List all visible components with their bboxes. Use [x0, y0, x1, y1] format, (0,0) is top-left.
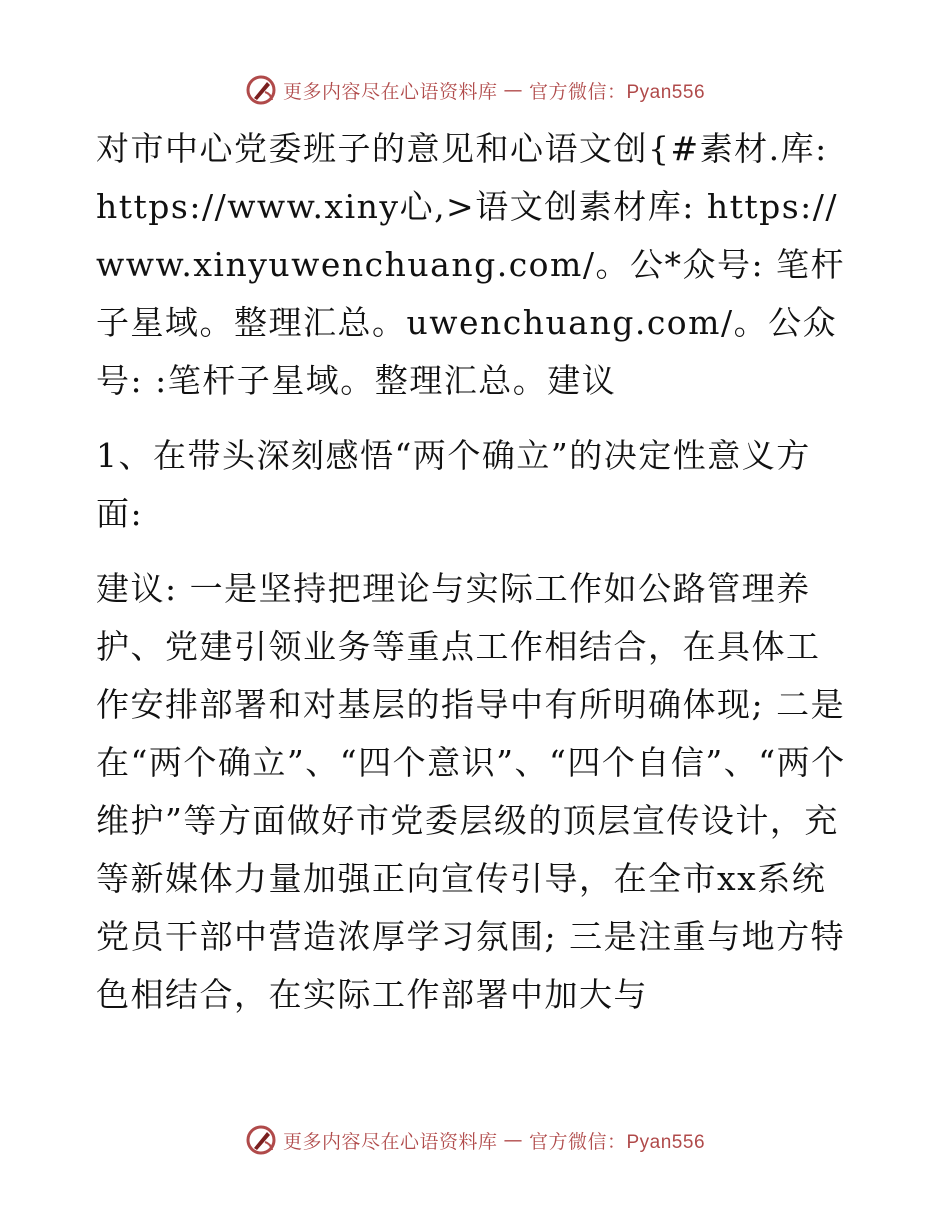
watermark-text: 更多内容尽在心语资料库 — [282, 80, 498, 103]
paragraph-intro: 对市中心党委班子的意见和心语文创{#素材.库: https://www.xiny心,>语文创素材库: https://www.xinyuwenchuang.com/。公*众号: 笔杆子星域。整理汇总。uwenchuang.com/。公众号: :笔杆子星域。整理汇总。建议 — [96, 129, 846, 400]
watermark-contact: 官方微信：Pyan556 — [529, 81, 706, 103]
paragraph-heading-1: 1、在带头深刻感悟“两个确立”的决定性意义方面: — [96, 436, 811, 533]
watermark-dash: — — [503, 1129, 523, 1151]
quill-logo-icon — [245, 1124, 277, 1156]
paragraph-suggestion: 建议: 一是坚持把理论与实际工作如公路管理养护、党建引领业务等重点工作相结合，在具体工作安排部署和对基层的指导中有所明确体现; 二是在“两个确立”、“四个意识”、“四个自信”、“两个维护”等方面做好市党委层级的顶层宣传设计，充等新媒体力量加强正向宣传引导，在全市xx系统党员干部中营造浓厚学习氛围; 三是注重与地方特色相结合，在实际工作部署中加大与 — [96, 569, 846, 1014]
quill-logo-icon — [245, 74, 277, 106]
footer-watermark — [0, 1124, 950, 1156]
header-watermark — [0, 74, 950, 106]
watermark-text: 更多内容尽在心语资料库 — [282, 1130, 498, 1153]
watermark-dash: — — [503, 79, 523, 101]
watermark-contact: 官方微信：Pyan556 — [529, 1131, 706, 1153]
document-body — [96, 120, 848, 1024]
